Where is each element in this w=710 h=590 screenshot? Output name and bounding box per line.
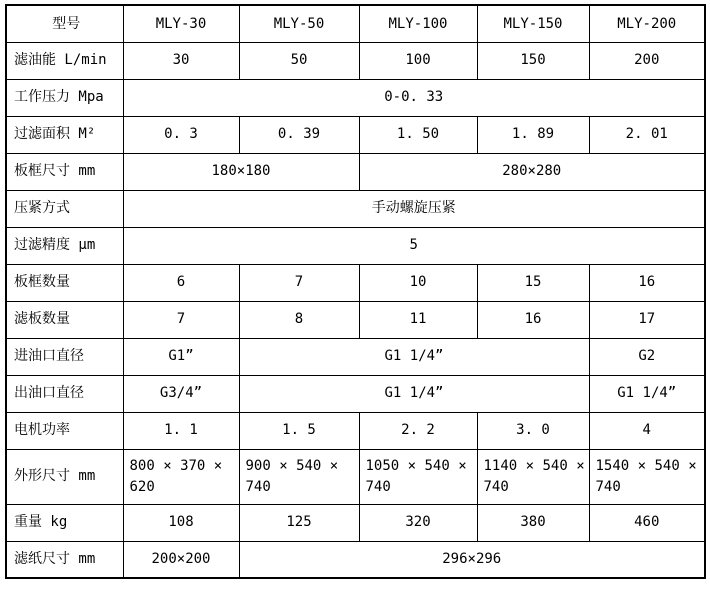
- table-cell: 1. 5: [239, 412, 359, 449]
- table-cell: 460: [589, 504, 705, 541]
- table-cell: 320: [359, 504, 477, 541]
- table-cell: 100: [359, 42, 477, 79]
- table-cell: 1. 1: [123, 412, 239, 449]
- row-label: 重量 kg: [6, 504, 123, 541]
- table-row-frame-count: [6, 264, 705, 301]
- table-cell: 0. 39: [239, 116, 359, 153]
- table-row-frame-size: [6, 153, 705, 190]
- table-row-outlet: [6, 375, 705, 412]
- row-label: 滤油能 L/min: [6, 42, 123, 79]
- table-cell: G1 1/4”: [239, 338, 589, 375]
- row-label: 型号: [6, 5, 123, 42]
- table-cell: G1 1/4”: [589, 375, 705, 412]
- table-cell: MLY-200: [589, 5, 705, 42]
- table-cell: 4: [589, 412, 705, 449]
- table-row-paper-size: [6, 541, 705, 578]
- row-label: 进油口直径: [6, 338, 123, 375]
- row-label: 外形尺寸 mm: [6, 449, 123, 504]
- table-cell: MLY-150: [477, 5, 589, 42]
- table-cell: G1 1/4”: [239, 375, 589, 412]
- table-cell: 200: [589, 42, 705, 79]
- table-cell: 296×296: [239, 541, 705, 578]
- table-cell: 150: [477, 42, 589, 79]
- table-cell: 17: [589, 301, 705, 338]
- table-cell: 800 × 370 × 620: [123, 449, 239, 504]
- row-label: 压紧方式: [6, 190, 123, 227]
- row-label: 板框尺寸 mm: [6, 153, 123, 190]
- table-cell: 3. 0: [477, 412, 589, 449]
- table-cell: 16: [589, 264, 705, 301]
- table-cell: 900 × 540 × 740: [239, 449, 359, 504]
- row-label: 电机功率: [6, 412, 123, 449]
- table-cell: MLY-100: [359, 5, 477, 42]
- table-cell: 2. 01: [589, 116, 705, 153]
- table-cell: 7: [123, 301, 239, 338]
- row-label: 过滤精度 μm: [6, 227, 123, 264]
- table-row-capacity: [6, 42, 705, 79]
- table-row-precision: [6, 227, 705, 264]
- table-cell: 30: [123, 42, 239, 79]
- table-cell: 200×200: [123, 541, 239, 578]
- table-cell: 10: [359, 264, 477, 301]
- table-cell: 50: [239, 42, 359, 79]
- table-cell: 0. 3: [123, 116, 239, 153]
- table-cell: 11: [359, 301, 477, 338]
- table-cell: G3/4”: [123, 375, 239, 412]
- table-cell: 手动螺旋压紧: [123, 190, 705, 227]
- table-cell: 180×180: [123, 153, 359, 190]
- table-row-dimensions: [6, 449, 705, 504]
- table-row-weight: [6, 504, 705, 541]
- row-label: 过滤面积 M²: [6, 116, 123, 153]
- table-row-inlet: [6, 338, 705, 375]
- table-row-pressure: [6, 79, 705, 116]
- table-cell: 1540 × 540 × 740: [589, 449, 705, 504]
- table-cell: 280×280: [359, 153, 705, 190]
- table-cell: 380: [477, 504, 589, 541]
- table-cell: 16: [477, 301, 589, 338]
- table-cell: G2: [589, 338, 705, 375]
- row-label: 滤纸尺寸 mm: [6, 541, 123, 578]
- table-cell: 108: [123, 504, 239, 541]
- table-row-pressing: [6, 190, 705, 227]
- row-label: 板框数量: [6, 264, 123, 301]
- table-cell: 5: [123, 227, 705, 264]
- row-label: 工作压力 Mpa: [6, 79, 123, 116]
- table-cell: 1050 × 540 × 740: [359, 449, 477, 504]
- table-cell: 8: [239, 301, 359, 338]
- table-cell: 0-0. 33: [123, 79, 705, 116]
- table-row-area: [6, 116, 705, 153]
- table-cell: 2. 2: [359, 412, 477, 449]
- table-cell: 7: [239, 264, 359, 301]
- table-cell: 6: [123, 264, 239, 301]
- table-cell: 1. 50: [359, 116, 477, 153]
- table-cell: G1”: [123, 338, 239, 375]
- table-row-plate-count: [6, 301, 705, 338]
- table-cell: 1. 89: [477, 116, 589, 153]
- table-cell: 15: [477, 264, 589, 301]
- table-row-motor-power: [6, 412, 705, 449]
- table-cell: 125: [239, 504, 359, 541]
- table-cell: MLY-50: [239, 5, 359, 42]
- table-cell: 1140 × 540 × 740: [477, 449, 589, 504]
- table-cell: MLY-30: [123, 5, 239, 42]
- spec-table: [5, 4, 706, 579]
- table-row-model: [6, 5, 705, 42]
- row-label: 出油口直径: [6, 375, 123, 412]
- row-label: 滤板数量: [6, 301, 123, 338]
